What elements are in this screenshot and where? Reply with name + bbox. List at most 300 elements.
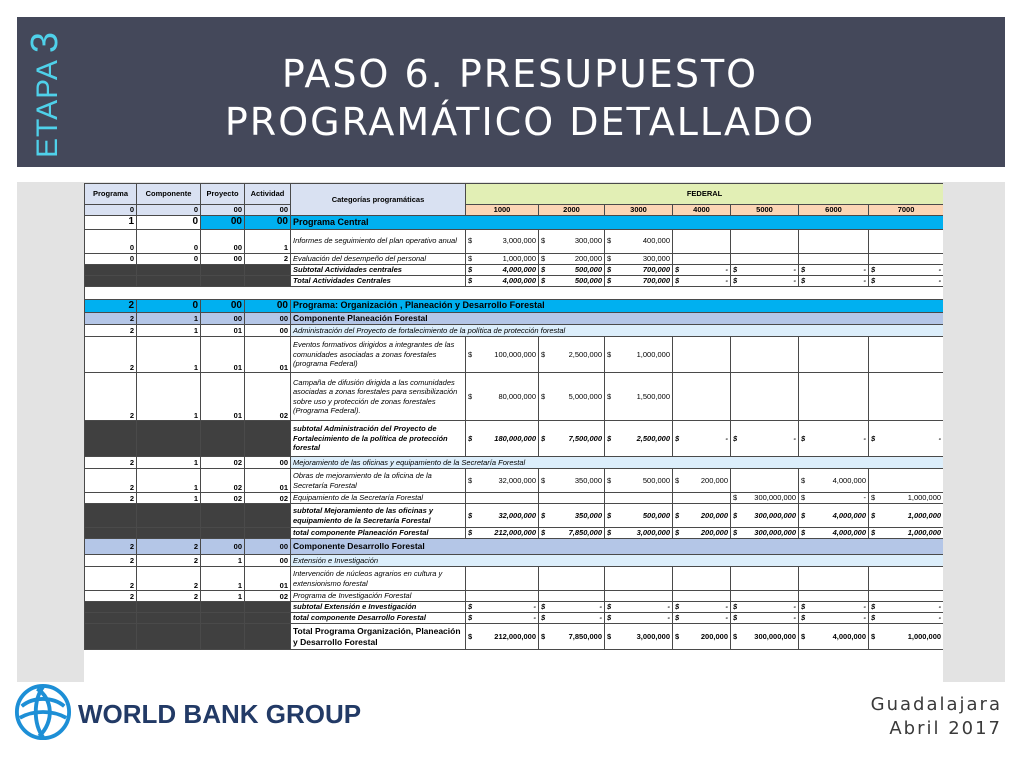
amount-cell [605, 469, 673, 493]
hdr-code-2: 00 [201, 205, 245, 216]
dark-cell [137, 528, 201, 539]
amount-cell [869, 493, 944, 504]
amount-cell [869, 275, 944, 286]
code-cell: 0 [85, 253, 137, 264]
amount-cell [731, 567, 799, 591]
currency-symbol: $ [871, 264, 876, 274]
amount-cell [731, 493, 799, 504]
subtotal-label: total componente Planeación Forestal [291, 528, 466, 539]
amount-value: - [938, 275, 942, 285]
amount-cell [869, 421, 944, 457]
amount-value: - [863, 613, 866, 623]
currency-symbol: $ [675, 631, 680, 641]
amount-value: 3,000,000 [636, 631, 670, 641]
amount-value: 200,000 [700, 510, 728, 520]
amount-value: 700,000 [642, 264, 670, 274]
amount-cell [869, 264, 944, 275]
amount-cell [731, 373, 799, 421]
amount-cell [605, 264, 673, 275]
currency-symbol: $ [801, 602, 806, 612]
subtotal-label: Subtotal Actividades centrales [291, 264, 466, 275]
header-row-1 [85, 184, 944, 205]
amount-value: - [533, 602, 536, 612]
amount-cell [731, 613, 799, 624]
grand-total-label: Total Programa Organización, Planeación y Desarrollo Forestal [291, 624, 466, 650]
amount-cell [673, 229, 731, 253]
amount-value: - [863, 602, 866, 612]
amount-value: - [863, 264, 866, 274]
amount-cell [731, 337, 799, 373]
amount-value: 3,000,000 [636, 528, 670, 538]
amount-cell [466, 275, 539, 286]
currency-symbol: $ [541, 349, 546, 359]
currency-symbol: $ [541, 391, 546, 401]
amount-cell [605, 493, 673, 504]
amount-value: 4,000,000 [832, 528, 866, 538]
currency-symbol: $ [871, 510, 876, 520]
amount-cell [466, 229, 539, 253]
amount-cell [799, 624, 869, 650]
amount-cell [605, 528, 673, 539]
currency-symbol: $ [733, 602, 738, 612]
table-row [85, 313, 944, 325]
subtotal-label: subtotal Mejoramiento de las oficinas y equipamiento de la Secretaría Forestal [291, 504, 466, 528]
activity-label: Programa de Investigación Forestal [291, 591, 466, 602]
amount-cell [466, 253, 539, 264]
currency-symbol: $ [541, 528, 546, 538]
currency-symbol: $ [468, 510, 473, 520]
dark-cell [85, 275, 137, 286]
amount-value: - [667, 613, 670, 623]
code-cell: 2 [85, 313, 137, 325]
amount-cell [731, 602, 799, 613]
amount-cell [539, 591, 605, 602]
code-cell: 2 [85, 469, 137, 493]
col-actividad: Actividad [245, 184, 291, 205]
project-label: Mejoramiento de las oficinas y equipamiento de la Secretaría Forestal [291, 457, 944, 469]
table-row [85, 457, 944, 469]
project-label: Administración del Proyecto de fortalecimiento de la política de protección forestal [291, 325, 944, 337]
dark-cell [85, 264, 137, 275]
amount-value: 1,000,000 [907, 493, 942, 503]
subtotal-label: subtotal Extensión e Investigación [291, 602, 466, 613]
title-line-1: PASO 6. PRESUPUESTO [281, 52, 759, 96]
dark-cell [137, 504, 201, 528]
dark-cell [245, 421, 291, 457]
currency-symbol: $ [801, 433, 806, 443]
chapter-7000: 7000 [869, 205, 944, 216]
code-cell: 00 [201, 229, 245, 253]
dark-cell [137, 264, 201, 275]
amount-value: 32,000,000 [498, 475, 536, 485]
code-cell: 02 [201, 457, 245, 469]
chapter-1000: 1000 [466, 205, 539, 216]
code-cell: 2 [137, 591, 201, 602]
amount-cell [673, 613, 731, 624]
amount-value: 180,000,000 [494, 433, 536, 443]
amount-cell [605, 253, 673, 264]
code-cell: 1 [201, 555, 245, 567]
dark-cell [245, 613, 291, 624]
amount-cell [605, 624, 673, 650]
amount-value: - [863, 275, 866, 285]
amount-value: - [725, 602, 728, 612]
table-row [85, 373, 944, 421]
chapter-4000: 4000 [673, 205, 731, 216]
dark-cell [245, 504, 291, 528]
amount-value: 80,000,000 [498, 391, 536, 401]
amount-value: - [725, 264, 728, 274]
amount-cell [799, 275, 869, 286]
amount-cell [466, 591, 539, 602]
subtotal-label: total componente Desarrollo Forestal [291, 613, 466, 624]
amount-cell [731, 591, 799, 602]
code-cell: 00 [201, 216, 245, 230]
code-cell: 01 [245, 567, 291, 591]
code-cell: 1 [137, 337, 201, 373]
spacer-row [85, 286, 944, 299]
dark-cell [137, 613, 201, 624]
currency-symbol: $ [541, 236, 546, 246]
amount-value: 300,000,000 [754, 493, 796, 503]
amount-cell [869, 229, 944, 253]
amount-value: 5,000,000 [568, 391, 602, 401]
amount-cell [869, 613, 944, 624]
amount-value: - [863, 493, 866, 503]
amount-cell [799, 504, 869, 528]
amount-value: 4,000,000 [502, 264, 536, 274]
code-cell: 00 [245, 539, 291, 555]
currency-symbol: $ [733, 493, 738, 503]
component-label: Componente Planeación Forestal [291, 313, 944, 325]
hdr-code-1: 0 [137, 205, 201, 216]
amount-value: 1,000,000 [907, 510, 942, 520]
currency-symbol: $ [468, 631, 473, 641]
code-cell: 1 [201, 567, 245, 591]
amount-cell [466, 528, 539, 539]
currency-symbol: $ [468, 264, 473, 274]
currency-symbol: $ [468, 236, 473, 246]
code-cell: 00 [245, 299, 291, 313]
currency-symbol: $ [675, 510, 680, 520]
amount-cell [466, 613, 539, 624]
code-cell: 2 [245, 253, 291, 264]
currency-symbol: $ [468, 391, 473, 401]
table-row [85, 253, 944, 264]
currency-symbol: $ [468, 349, 473, 359]
currency-symbol: $ [607, 275, 612, 285]
currency-symbol: $ [871, 631, 876, 641]
table-row [85, 275, 944, 286]
amount-value: 100,000,000 [494, 349, 536, 359]
currency-symbol: $ [468, 613, 473, 623]
amount-value: 7,500,000 [568, 433, 602, 443]
amount-value: - [725, 613, 728, 623]
amount-cell [539, 469, 605, 493]
amount-cell [799, 421, 869, 457]
dark-cell [85, 613, 137, 624]
amount-cell [731, 275, 799, 286]
currency-symbol: $ [468, 528, 473, 538]
dark-cell [85, 421, 137, 457]
currency-symbol: $ [675, 613, 680, 623]
amount-cell [539, 337, 605, 373]
amount-cell [466, 421, 539, 457]
amount-value: 350,000 [574, 510, 602, 520]
amount-cell [673, 493, 731, 504]
amount-cell [869, 469, 944, 493]
amount-value: - [793, 613, 796, 623]
currency-symbol: $ [733, 528, 738, 538]
chapter-3000: 3000 [605, 205, 673, 216]
activity-label: Evaluación del desempeño del personal [291, 253, 466, 264]
currency-symbol: $ [607, 510, 612, 520]
currency-symbol: $ [801, 493, 806, 503]
amount-cell [673, 567, 731, 591]
amount-cell [869, 528, 944, 539]
amount-cell [539, 229, 605, 253]
amount-cell [605, 591, 673, 602]
program-label: Programa Central [291, 216, 944, 230]
code-cell: 2 [137, 555, 201, 567]
amount-value: 300,000,000 [754, 631, 796, 641]
amount-cell [869, 567, 944, 591]
amount-cell [605, 229, 673, 253]
amount-cell [673, 591, 731, 602]
currency-symbol: $ [541, 631, 546, 641]
amount-cell [605, 504, 673, 528]
amount-value: 300,000,000 [754, 528, 796, 538]
dark-cell [201, 528, 245, 539]
code-cell: 0 [137, 216, 201, 230]
amount-cell [673, 421, 731, 457]
amount-value: 500,000 [574, 275, 602, 285]
code-cell: 01 [245, 337, 291, 373]
currency-symbol: $ [541, 253, 546, 263]
amount-value: - [938, 433, 942, 443]
amount-value: - [599, 613, 602, 623]
code-cell: 02 [245, 493, 291, 504]
activity-label: Informes de seguimiento del plan operativo anual [291, 229, 466, 253]
currency-symbol: $ [468, 475, 473, 485]
code-cell: 2 [85, 493, 137, 504]
amount-value: 2,500,000 [568, 349, 602, 359]
amount-cell [466, 624, 539, 650]
currency-symbol: $ [871, 493, 876, 503]
dark-cell [201, 613, 245, 624]
amount-value: - [533, 613, 536, 623]
amount-value: 212,000,000 [494, 631, 536, 641]
currency-symbol: $ [541, 602, 546, 612]
code-cell: 1 [137, 313, 201, 325]
amount-cell [673, 624, 731, 650]
code-cell: 1 [137, 469, 201, 493]
table-row [85, 229, 944, 253]
program-label: Programa: Organización , Planeación y Desarrollo Forestal [291, 299, 944, 313]
amount-cell [799, 469, 869, 493]
currency-symbol: $ [468, 602, 473, 612]
subtotal-label: Total Actividades Centrales [291, 275, 466, 286]
currency-symbol: $ [675, 528, 680, 538]
location-date [871, 693, 1002, 741]
amount-cell [605, 421, 673, 457]
table-row [85, 216, 944, 230]
amount-value: 1,500,000 [636, 391, 670, 401]
currency-symbol: $ [733, 275, 738, 285]
amount-cell [466, 264, 539, 275]
chapter-5000: 5000 [731, 205, 799, 216]
table-row [85, 555, 944, 567]
table-row [85, 528, 944, 539]
code-cell: 02 [201, 493, 245, 504]
amount-cell [799, 373, 869, 421]
currency-symbol: $ [733, 613, 738, 623]
dark-cell [85, 602, 137, 613]
amount-cell [869, 624, 944, 650]
dark-cell [201, 602, 245, 613]
amount-cell [673, 337, 731, 373]
amount-cell [539, 264, 605, 275]
amount-value: 4,000,000 [832, 631, 866, 641]
currency-symbol: $ [541, 433, 546, 443]
currency-symbol: $ [541, 613, 546, 623]
currency-symbol: $ [607, 391, 612, 401]
currency-symbol: $ [871, 602, 876, 612]
amount-value: 500,000 [574, 264, 602, 274]
dark-cell [245, 264, 291, 275]
table-row [85, 469, 944, 493]
code-cell: 1 [201, 591, 245, 602]
table-row [85, 337, 944, 373]
header-row-2 [85, 205, 944, 216]
code-cell: 01 [201, 325, 245, 337]
table-row [85, 624, 944, 650]
col-programa: Programa [85, 184, 137, 205]
currency-symbol: $ [801, 264, 806, 274]
currency-symbol: $ [871, 275, 876, 285]
currency-symbol: $ [675, 602, 680, 612]
currency-symbol: $ [801, 528, 806, 538]
amount-value: - [725, 275, 728, 285]
currency-symbol: $ [733, 433, 738, 443]
currency-symbol: $ [468, 433, 473, 443]
activity-label: Campaña de difusión dirigida a las comunidades asociadas a zonas forestales para sensibilización sobre uso y protección de zonas forestales (Programa Federal). [291, 373, 466, 421]
table-row [85, 299, 944, 313]
code-cell: 0 [137, 299, 201, 313]
col-componente: Componente [137, 184, 201, 205]
amount-value: - [725, 433, 728, 443]
col-categorias: Categorías programáticas [291, 184, 466, 216]
amount-value: - [938, 602, 942, 612]
code-cell: 00 [201, 253, 245, 264]
currency-symbol: $ [733, 631, 738, 641]
code-cell: 2 [85, 457, 137, 469]
code-cell: 2 [85, 567, 137, 591]
amount-value: - [793, 602, 796, 612]
amount-value: 4,000,000 [832, 475, 866, 485]
currency-symbol: $ [541, 510, 546, 520]
code-cell: 0 [137, 229, 201, 253]
amount-cell [673, 253, 731, 264]
code-cell: 2 [85, 337, 137, 373]
amount-cell [731, 624, 799, 650]
amount-value: 500,000 [642, 475, 670, 485]
code-cell: 2 [85, 555, 137, 567]
currency-symbol: $ [871, 613, 876, 623]
amount-cell [539, 528, 605, 539]
project-label: Extensión e Investigación [291, 555, 944, 567]
currency-symbol: $ [607, 631, 612, 641]
currency-symbol: $ [541, 275, 546, 285]
code-cell: 2 [85, 591, 137, 602]
code-cell: 0 [85, 229, 137, 253]
table-row [85, 567, 944, 591]
col-federal: FEDERAL [466, 184, 944, 205]
code-cell: 1 [137, 457, 201, 469]
amount-cell [605, 567, 673, 591]
currency-symbol: $ [871, 433, 876, 443]
code-cell: 01 [201, 337, 245, 373]
amount-cell [466, 373, 539, 421]
table-row [85, 539, 944, 555]
currency-symbol: $ [607, 349, 612, 359]
chapter-6000: 6000 [799, 205, 869, 216]
table-row [85, 504, 944, 528]
table-row [85, 264, 944, 275]
amount-cell [539, 624, 605, 650]
code-cell: 1 [137, 493, 201, 504]
amount-cell [673, 373, 731, 421]
component-label: Componente Desarrollo Forestal [291, 539, 944, 555]
amount-cell [539, 613, 605, 624]
amount-cell [799, 229, 869, 253]
code-cell: 02 [245, 591, 291, 602]
amount-cell [466, 567, 539, 591]
amount-cell [731, 504, 799, 528]
amount-cell [539, 504, 605, 528]
table-row [85, 325, 944, 337]
budget-table [84, 183, 943, 650]
amount-cell [731, 229, 799, 253]
amount-value: - [793, 264, 796, 274]
amount-value: 300,000 [574, 236, 602, 246]
dark-cell [201, 264, 245, 275]
budget-spreadsheet [84, 183, 943, 682]
dark-cell [137, 421, 201, 457]
code-cell: 00 [201, 299, 245, 313]
code-cell: 2 [137, 539, 201, 555]
amount-cell [539, 493, 605, 504]
amount-value: 7,850,000 [568, 631, 602, 641]
code-cell: 2 [85, 325, 137, 337]
currency-symbol: $ [871, 528, 876, 538]
dark-cell [137, 275, 201, 286]
amount-cell [869, 373, 944, 421]
amount-cell [869, 504, 944, 528]
code-cell: 00 [201, 313, 245, 325]
amount-cell [539, 602, 605, 613]
amount-cell [799, 264, 869, 275]
amount-cell [673, 275, 731, 286]
dark-cell [85, 624, 137, 650]
amount-value: 200,000 [700, 528, 728, 538]
amount-value: 4,000,000 [832, 510, 866, 520]
amount-value: 300,000 [642, 253, 670, 263]
amount-value: 3,000,000 [502, 236, 536, 246]
date-text: Abril 2017 [889, 718, 1002, 739]
amount-cell [673, 602, 731, 613]
currency-symbol: $ [607, 433, 612, 443]
